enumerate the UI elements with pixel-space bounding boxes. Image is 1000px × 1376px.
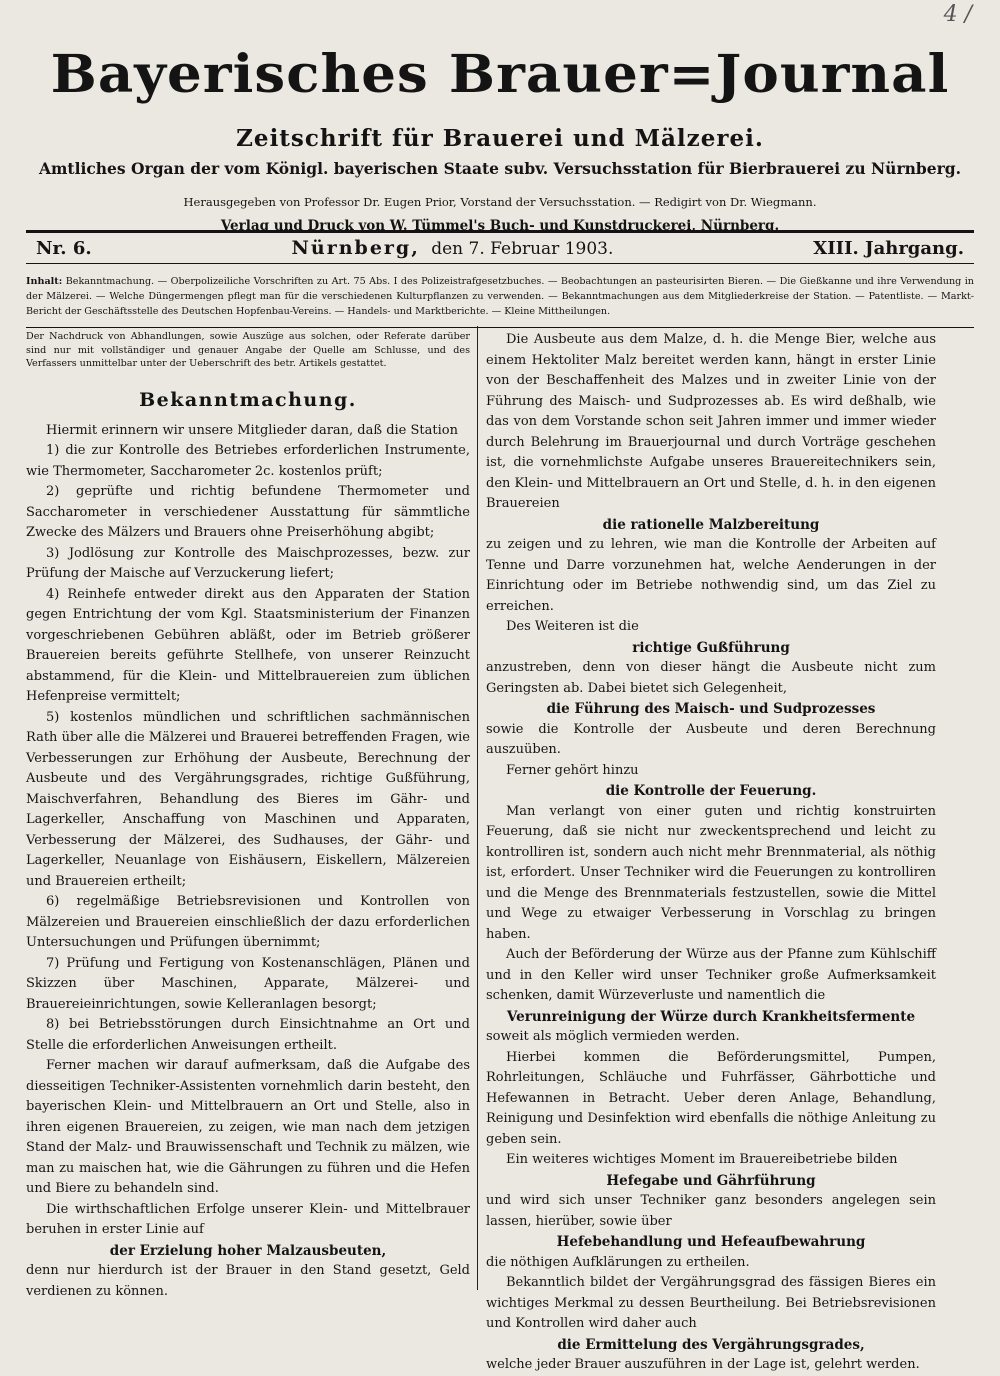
column-divider (477, 326, 478, 1290)
centered-emphasis: Verunreinigung der Würze durch Krankheitsfermente (506, 1008, 916, 1025)
paragraph: denn nur hierdurch ist der Brauer in den Stand gesetzt, Geld verdienen zu können. (26, 1263, 470, 1299)
issue-volume: XIII. Jahrgang. (813, 237, 964, 259)
editors-line: Herausgegeben von Professor Dr. Eugen Prior, Vorstand der Versuchsstation. — Redigirt von Dr. Wiegmann. (183, 195, 817, 209)
list-item-6: 6) regelmäßige Betriebsrevisionen und Kontrollen von Mälzereien und Brauereien einschließlich der dazu erforderlichen Untersuchungen und Prüfungen übernimmt; (26, 894, 470, 950)
paragraph: Ein weiteres wichtiges Moment im Brauereibetriebe bilden (506, 1152, 898, 1167)
list-item-7: 7) Prüfung und Fertigung von Kostenanschlägen, Plänen und Skizzen über Maschinen, Apparate, Mälzerei- und Brauereieinrichtungen, sowie Kelleranlagen besorgt; (26, 955, 470, 1012)
centered-emphasis: der Erzielung hoher Malzausbeuten, (109, 1242, 387, 1259)
paragraph: Auch der Beförderung der Würze aus der Pfanne zum Kühlschiff und in den Keller wird unser Techniker große Aufmerksamkeit schenken, damit Würzeverluste und namentlich die (486, 947, 936, 1003)
paragraph: Ferner machen wir darauf aufmerksam, daß die Aufgabe des diesseitigen Techniker-Assistenten vornehmlich darin besteht, den bayerischen Klein- und Mittelbrauern an Ort und Stelle, also in ihren eigenen Brauereien, zu zeigen, wie man nach dem jetzigen Stand der Malz- und Brauwissenschaft und Technik zu mälzen, wie man zu maischen hat, wie die Gährungen zu führen und die Hefen und Biere zu behandeln sind. (26, 1058, 470, 1196)
issue-city: Nürnberg, (291, 237, 420, 259)
paragraph: soweit als möglich vermieden werden. (486, 1029, 740, 1044)
centered-emphasis: die Kontrolle der Feuerung. (605, 783, 817, 799)
paragraph: Des Weiteren ist die (506, 619, 639, 634)
issue-dateline (292, 237, 614, 259)
paragraph: anzustreben, denn von dieser hängt die Ausbeute nicht zum Geringsten ab. Dabei bietet sich Gelegenheit, (486, 660, 936, 696)
toc-text: Bekanntmachung. — Oberpolizeiliche Vorschriften zu Art. 75 Abs. I des Polizeistrafgesetzbuches. — Beobachtungen an pasteurisirten Bieren. — Die Gießkanne und ihre Verwendung in der Mälzerei. — Welche Düngermengen pflegt man für die verschiedenen Kulturpflanzen zu verwenden. — Bekanntmachungen aus dem Mitgliederkreise der Station. — Patentliste. — Markt-Bericht der Geschäftsstelle des Deutschen Hopfenbau-Vereins. — Handels- und Marktberichte. — Kleine Mittheilungen. (26, 276, 974, 317)
list-item-1: 1) die zur Kontrolle des Betriebes erforderlichen Instrumente, wie Thermometer, Saccharometer 2c. kostenlos prüft; (26, 443, 470, 479)
reprint-notice: Der Nachdruck von Abhandlungen, sowie Auszüge aus solchen, oder Referate darüber sind nur mit vollständiger und genauer Angabe der Quelle am Schlusse, und des Verfassers unmittelbar unter der Ueberschrift des betr. Artikels gestattet. (26, 331, 470, 369)
toc-label: Inhalt: (26, 276, 63, 287)
paragraph: und wird sich unser Techniker ganz besonders angelegen sein lassen, hierüber, sowie über (486, 1193, 936, 1229)
issue-date: den 7. Februar 1903. (431, 239, 614, 259)
list-item-5: 5) kostenlos mündlichen und schriftlichen sachmännischen Rath über alle die Mälzerei und Brauerei betreffenden Fragen, wie Verbesserungen zur Erhöhung der Ausbeute, Berechnung der Ausbeute und des Vergährungsgrades, richtige Gußführung, Maischverfahren, Behandlung des Bieres im Gähr- und Lagerkeller, Anschaffung von Maschinen und Apparaten, Verbesserung der Mälzerei, des Sudhauses, der Gähr- und Lagerkeller, Neuanlage von Eishäusern, Eiskellern, Mälzereien und Brauereien ertheilt; (26, 709, 470, 889)
paragraph: Bekanntlich bildet der Vergährungsgrad des fässigen Bieres ein wichtiges Merkmal zu dessen Beurtheilung. Bei Betriebsrevisionen und Kontrollen wird daher auch (486, 1275, 936, 1331)
paragraph: die nöthigen Aufklärungen zu ertheilen. (486, 1254, 750, 1270)
handwritten-margin-note: 4 / (943, 2, 972, 27)
centered-emphasis: Hefebehandlung und Hefeaufbewahrung (556, 1234, 866, 1250)
list-item-3: 3) Jodlösung zur Kontrolle des Maischprozesses, bezw. zur Prüfung der Maische auf Verzuckerung liefert; (26, 545, 470, 581)
paragraph: zu zeigen und zu lehren, wie man die Kontrolle der Arbeiten auf Tenne und Darre vorzunehmen hat, welche Aenderungen in der Einrichtung oder im Betriebe nothwendig sind, um das Ziel zu erreichen. (486, 537, 936, 614)
paragraph: Man verlangt von einer guten und richtig konstruirten Feuerung, daß sie nicht nur zweckentsprechend und leicht zu kontrolliren ist, sondern auch nicht mehr Brennmaterial, als nöthig ist, erfordert. Unser Techniker wird die Feuerungen zu kontrolliren und die Menge des Brennmaterials festzustellen, sowie die Mittel und Wege zu etwaiger Verbesserung in Vorschlag zu bringen haben. (486, 803, 936, 942)
centered-emphasis: die Führung des Maisch- und Sudprozesses (546, 701, 876, 717)
article-heading: Bekanntmachung. (139, 388, 357, 411)
table-of-contents (26, 274, 974, 328)
journal-title: Bayerisches Brauer=Journal (50, 44, 950, 105)
left-column (26, 330, 470, 1302)
paragraph: welche jeder Brauer auszuführen in der Lage ist, gelehrt werden. (486, 1357, 920, 1372)
masthead (0, 40, 1000, 235)
paragraph: Die Ausbeute aus dem Malze, d. h. die Menge Bier, welche aus einem Hektoliter Malz bereitet werden kann, hängt in erster Linie von der Beschaffenheit des Malzes und in zweiter Linie von der Führung des Maisch- und Sudprozesses ab. Es wird deßhalb, wie das von dem Vorstande schon seit Jahren immer und immer wieder durch Belehrung im Brauerjournal und durch Vorträge geschehen ist, die vornehmlichste Aufgabe unseres Brauereitechnikers sein, den Klein- und Mittelbrauern an Ort und Stelle, d. h. in den eigenen Brauereien (486, 332, 936, 511)
issue-number: Nr. 6. (36, 237, 92, 259)
journal-subtitle: Zeitschrift für Brauerei und Mälzerei. (236, 125, 764, 152)
centered-emphasis: Hefegabe und Gährführung (606, 1172, 816, 1189)
publisher-line: Verlag und Druck von W. Tümmel's Buch- und Kunstdruckerei, Nürnberg. (220, 218, 780, 234)
list-item-2: 2) geprüfte und richtig befundene Thermometer und Saccharometer in verschiedener Ausstattung für sämmtliche Zwecke des Mälzers und Brauers ohne Preiserhöhung abgibt; (26, 484, 470, 540)
issue-bar (26, 230, 974, 264)
centered-emphasis: die rationelle Malzbereitung (602, 516, 820, 533)
list-item-8: 8) bei Betriebsstörungen durch Einsichtnahme an Ort und Stelle die erforderlichen Anweisungen ertheilt. (26, 1017, 470, 1053)
right-column (486, 330, 936, 1376)
paragraph: sowie die Kontrolle der Ausbeute und deren Berechnung auszuüben. (486, 721, 936, 757)
official-organ-line: Amtliches Organ der vom Königl. bayerischen Staate subv. Versuchsstation für Bierbrauerei zu Nürnberg. (38, 159, 961, 178)
paragraph: Hierbei kommen die Beförderungsmittel, Pumpen, Rohrleitungen, Schläuche und Fuhrfässer, Gährbottiche und Hefewannen in Betracht. Ueber deren Anlage, Behandlung, Reinigung und Desinfektion wird ebenfalls die nöthige Anleitung zu geben sein. (486, 1049, 936, 1147)
centered-emphasis: die Ermittelung des Vergährungsgrades, (557, 1336, 865, 1353)
paragraph: Ferner gehört hinzu (506, 762, 639, 778)
paragraph: Die wirthschaftlichen Erfolge unserer Klein- und Mittelbrauer beruhen in erster Linie auf (26, 1201, 470, 1237)
list-item-4: 4) Reinhefe entweder direkt aus den Apparaten der Station gegen Entrichtung der vom Kgl. Staatsministerium der Finanzen vorgeschriebenen Gebühren abläßt, oder im Betrieb größerer Brauereien bereits geführte Stellhefe, von unserer Reinzucht abstammend, für die Klein- und Mittelbrauereien zum üblichen Hefenpreise vermittelt; (26, 586, 470, 704)
paragraph: Hiermit erinnern wir unsere Mitglieder daran, daß die Station (46, 422, 458, 438)
centered-emphasis: richtige Gußführung (632, 639, 790, 656)
